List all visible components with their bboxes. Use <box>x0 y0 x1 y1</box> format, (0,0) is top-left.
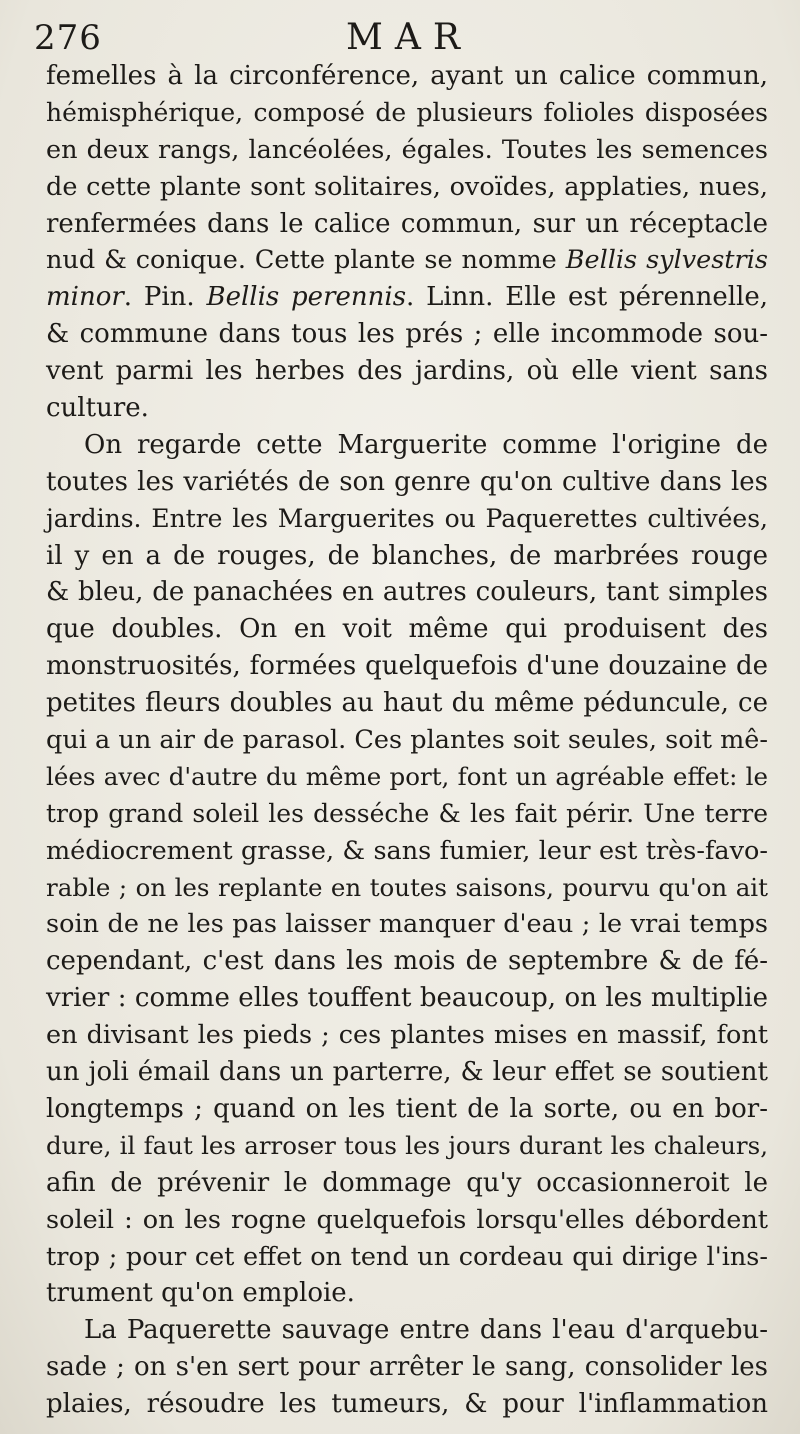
text-line: soleil : on les rogne quelquefois lorsqu'elles débordent <box>46 1204 768 1235</box>
text-line: lées avec d'autre du même port, font un agréable effet: le <box>46 761 768 791</box>
body-text <box>46 58 768 1423</box>
text-line: de cette plante sont solitaires, ovoïdes, applaties, nues, <box>46 171 768 202</box>
text-line: soin de ne les pas laisser manquer d'eau ; le vrai temps <box>46 909 768 940</box>
text-line: un joli émail dans un parterre, & leur effet se soutient <box>46 1057 768 1088</box>
text-line: médiocrement grasse, & sans fumier, leur est très-favo- <box>46 835 768 866</box>
paragraph-2 <box>46 427 768 1312</box>
paragraph-3 <box>46 1312 768 1423</box>
text-line: en divisant les pieds ; ces plantes mises en massif, font <box>46 1020 768 1051</box>
text-line: qui a un air de parasol. Ces plantes soit seules, soit mê- <box>46 725 768 756</box>
page-number: 276 <box>34 18 102 58</box>
text-line: La Paquerette sauvage entre dans l'eau d'arquebu- <box>84 1315 768 1346</box>
text-line: nud & conique. Cette plante se nomme Bellis sylvestris <box>46 245 768 276</box>
text-line: trop ; pour cet effet on tend un cordeau qui dirige l'ins- <box>46 1241 768 1272</box>
paragraph-1 <box>46 58 768 427</box>
text-line: petites fleurs doubles au haut du même péduncule, ce <box>46 688 768 719</box>
text-line: femelles à la circonférence, ayant un calice commun, <box>46 61 768 91</box>
text-line: rable ; on les replante en toutes saisons, pourvu qu'on ait <box>46 872 768 902</box>
text-line: jardins. Entre les Marguerites ou Paquerettes cultivées, <box>46 503 768 533</box>
text-line: renfermées dans le calice commun, sur un réceptacle <box>46 208 768 239</box>
text-line: longtemps ; quand on les tient de la sorte, ou en bor- <box>46 1093 768 1124</box>
text-line: que doubles. On en voit même qui produisent des <box>46 614 768 645</box>
text-line: toutes les variétés de son genre qu'on cultive dans les <box>46 466 768 497</box>
text-line: minor. Pin. Bellis perennis. Linn. Elle est pérennelle, <box>46 282 768 313</box>
running-head <box>34 14 774 62</box>
text-line: trument qu'on emploie. <box>46 1278 355 1309</box>
text-line: & commune dans tous les prés ; elle incommode sou- <box>46 319 768 350</box>
text-line: plaies, résoudre les tumeurs, & pour l'inflammation <box>46 1389 768 1420</box>
text-line: vrier : comme elles touffent beaucoup, on les multiplie <box>46 983 768 1014</box>
text-line: monstruosités, formées quelquefois d'une douzaine de <box>46 651 768 682</box>
text-line: culture. <box>46 393 149 424</box>
text-line: On regarde cette Marguerite comme l'origine de <box>84 429 768 460</box>
text-line: cependant, c'est dans les mois de septembre & de fé- <box>46 946 768 977</box>
text-line: trop grand soleil les desséche & les fait périr. Une terre <box>46 798 768 828</box>
text-line: dure, il faut les arroser tous les jours durant les chaleurs, <box>46 1130 768 1160</box>
running-title: MAR <box>346 17 472 58</box>
text-line: il y en a de rouges, de blanches, de marbrées rouge <box>46 540 768 571</box>
text-line: afin de prévenir le dommage qu'y occasionneroit le <box>46 1167 768 1198</box>
text-line: en deux rangs, lancéolées, égales. Toutes les semences <box>46 134 768 165</box>
text-line: & bleu, de panachées en autres couleurs, tant simples <box>46 577 768 608</box>
text-line: sade ; on s'en sert pour arrêter le sang, consolider les <box>46 1352 768 1383</box>
text-line: vent parmi les herbes des jardins, où elle vient sans <box>46 356 768 387</box>
text-line: hémisphérique, composé de plusieurs folioles disposées <box>46 97 768 127</box>
